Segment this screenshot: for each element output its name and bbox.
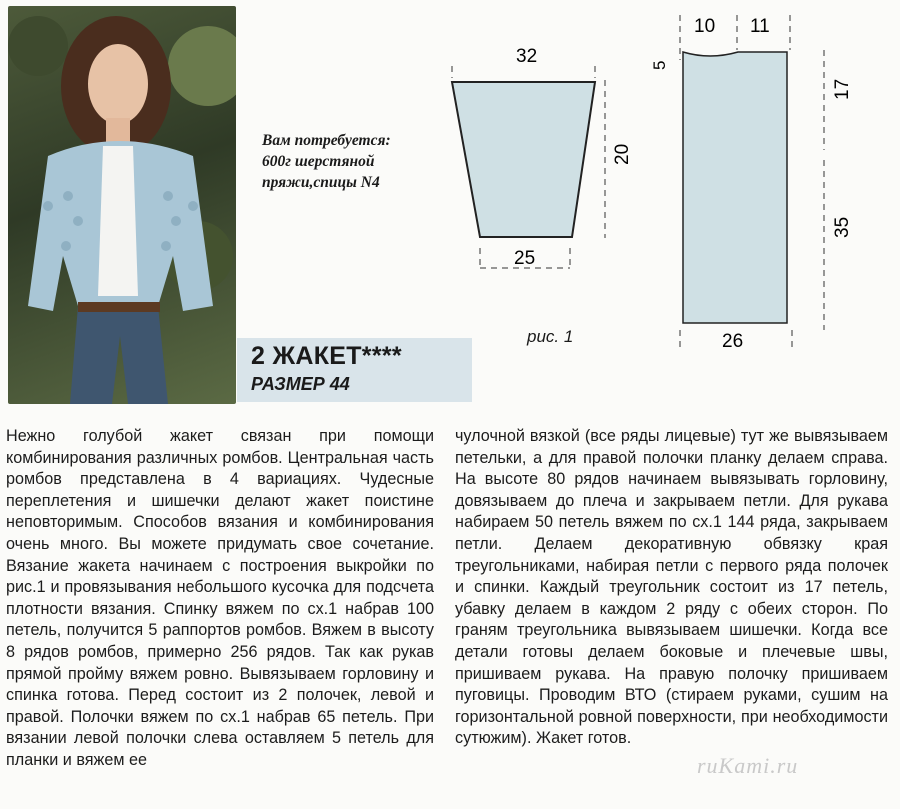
pattern-schematic — [440, 0, 900, 360]
sleeve-bottom-width-label: 25 — [514, 248, 536, 269]
watermark: ruKami.ru — [697, 753, 799, 778]
instructions-right-column: чулочной вязкой (все ряды лицевые) тут же вывязываем петельки, а для правой полочки планку делаем справа. На высоте 80 рядов начинаем вывязывать горловину, довязываем до плеча и закрываем петли. Для рукава набираем 50 петель вяжем по сх.1 144 ряда, закрываем петли. Делаем декоративную обвязку края треугольниками, набирая петли с первого ряда полочек и спинки. Каждый треугольник состоит из 17 петель, убавку делаем в каждом 2 ряду с обеих сторон. По граням треугольника вывязываем шишечки. Когда все детали готовы делаем боковые и плечевые швы, пришиваем рукава. На правую полочку пришиваем пуговицы. Проводим ВТО (стираем руками, сушим на горизонтальной ровной поверхности, при необходимости сутюжим). Жакет готов. — [455, 427, 888, 748]
model-illustration — [8, 6, 236, 404]
title-block — [237, 338, 472, 402]
instructions-left-column: Нежно голубой жакет связан при помощи комбинирования различных ромбов. Центральная часть ромбов представлена в 4 вариациях. Чудесные переплетения и шишечки делают жакет поистине неповторимым. Способов вязания и комбинирования очень много. Вы можете придумать свое сочетание. Вязание жакета начинаем с построения выкройки по рис.1 и провязывания небольшого кусочка для подсчета плотности вязания. Спинку вяжем по сх.1 набрав 100 петель, получится 5 раппортов ромбов. Вяжем в высоту 8 рядов ромбов, примерно 256 рядов. Так как рукав прямой пройму вяжем ровно. Вывязываем горловину и спинка готова. Перед состоит из 2 полочек, левой и правой. Полочки вяжем по сх.1 набрав 65 петель. При вязании левой полочки слева оставляем 5 петель для планки и вяжем ее — [6, 427, 434, 769]
materials-line: пряжи,спицы N4 — [262, 174, 380, 191]
materials-line: Вам потребуется: — [262, 132, 391, 149]
lower-height-label: 35 — [832, 216, 853, 238]
model-photo — [8, 6, 236, 404]
front-piece — [683, 52, 787, 323]
sleeve-top-width-label: 32 — [516, 46, 538, 67]
neck-left-label: 10 — [694, 16, 716, 37]
figure-caption: рис. 1 — [527, 327, 574, 346]
sleeve-height-label: 20 — [612, 143, 633, 165]
neck-right-label: 11 — [750, 16, 770, 37]
neck-drop-label: 5 — [650, 60, 669, 70]
materials-note — [262, 130, 452, 193]
front-bottom-width-label: 26 — [722, 331, 744, 352]
page-title: 2 ЖАКЕТ**** — [251, 342, 402, 370]
sleeve-piece — [452, 82, 595, 237]
upper-height-label: 17 — [832, 78, 853, 100]
size-label: РАЗМЕР 44 — [251, 374, 350, 394]
materials-line: 600г шерстяной — [262, 153, 375, 170]
